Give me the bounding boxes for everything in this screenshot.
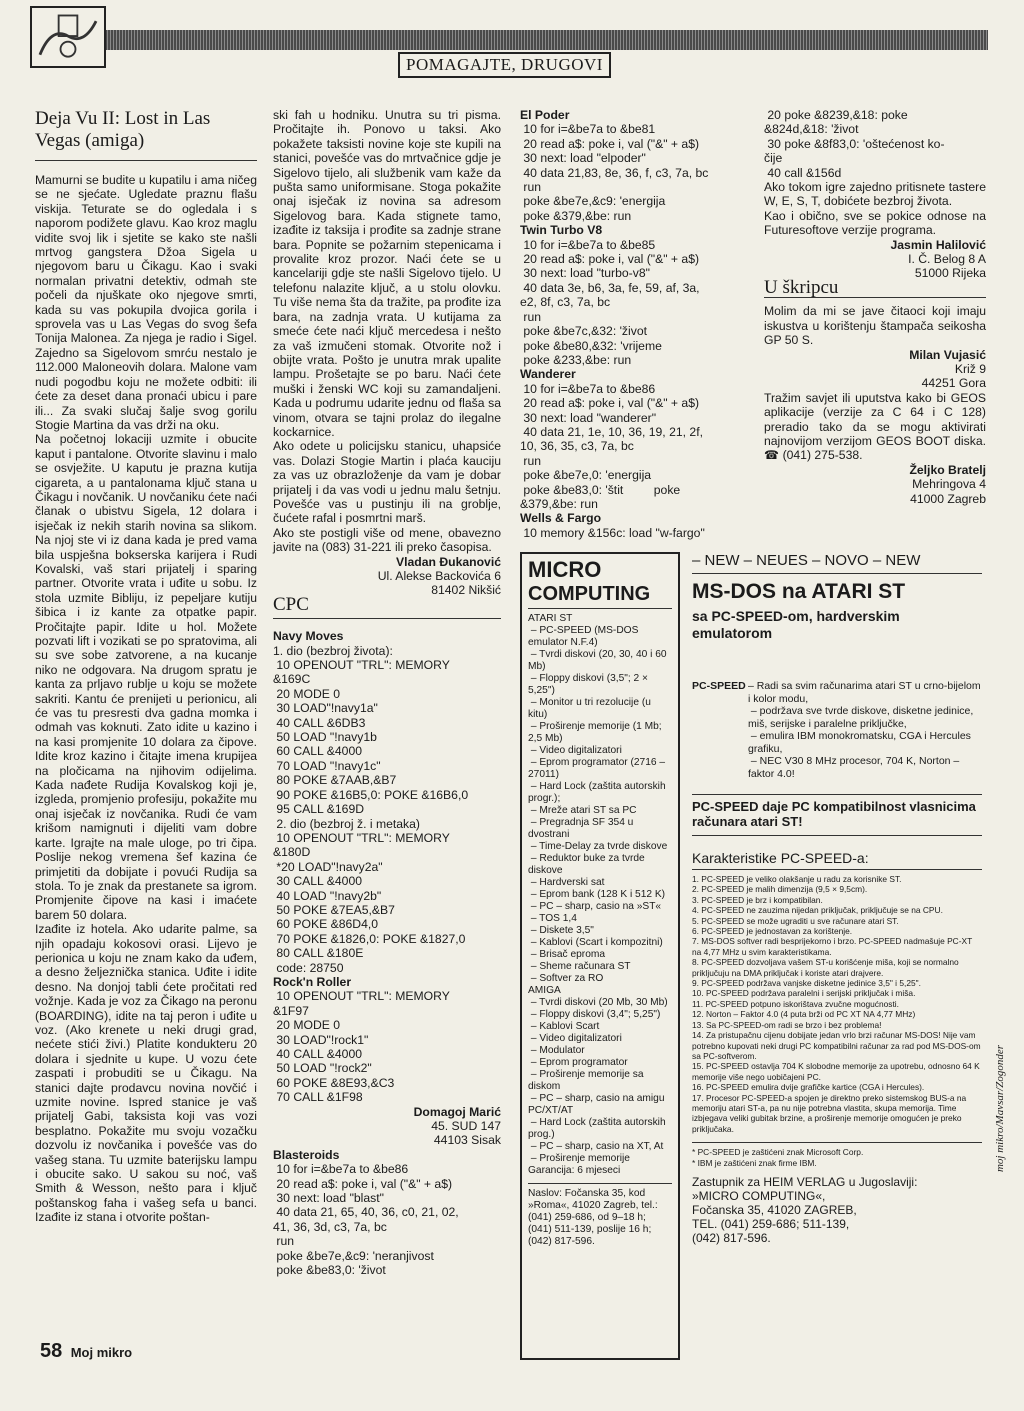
article-text: Mamurni se budite u kupatilu i ama ničeg se ne sjećate. Ugledate praznu flašu viskija. Teturate se do ogledala i s naporom podižete glavu. Kao kroz maglu vidite svoj lik i sjetite se kako ste našli mrtvog gangstera Džoa Sigela u njegovom baru u Čikagu. Kao i svaki normalan privatni detektiv, odmah ste počeli da njuškate oko njegove smrti, kada su vas pokupila dvojica gorila i sprovela vas u Las Vegas do svog šefa Tonija Malonea. Za njega je radio i Sigel. Zajedno sa Sigelovom smrću nestalo je 112.000 Maloneovih dolara. Malone vam nudi pogodbu koju ne možete odbiti: ili ćete za deset dana pronaći ubicu i pare ili... Za svaki slučaj šalje svog gorilu Stogie Martina da vas drži na oku. Na početnoj lokaciji uzmite i obucite kaput i pantalone. Otvorite slavinu i malo se osvježite. U kaputu je prazna kutija cigareta, a u pantalonama ključ stana u Čikagu i novčanik. U novčaniku ćete naći članak o ubistvu Sigela, 12 dolara i isječak iz nekih starih novina sa slikom. Na njoj ste vi iz dana kada je pred vama bila uspješna bokserska karijera i Rudi Kovalski, vaš stari prijatelj i sparing partner. Otvorite vrata i uđite u sobu. Iz stola uzmite Bibliju, iz pepeljare kutiju šibica i iz kante za otpatke papir. Pročitajte papir. Idite u hol. Možete pozvati lift i vozikati se po spratovima, ali su sve sobe zatvorene, a na kucanje niko ne odgovara. Na drugom spratu je kanta za prljavo rublje u koju se možete sakriti. Kantu će prenijeti u perionicu, ali će vas tu presresti dva gadna momka i odmah vas koknuti. Zato idite u kazino i na kasi promjenite 10 dolara za čipove. Idite kroz kazino i čitajte imena krupijea na pločicama na njihovim odijelima. Kada nađete Rudija Kovalskog koji je, izgleda, promjenio profesiju, pokažite mu onaj isječak iz novčanika. Rudi će vam krišom namignuti i dijeliti vam dobre karte. Igrajte na male uloge, po tri čipa. Poslije nekog vremena šef kazina će primjetiti da dobijate i povući Rudija sa stola. To je znak da prestanete sa igrom. Promjenite čipove na kasi i imaćete barem 50 dolara. Izađite iz hotela. Ako udarite palme, sa njih opadaju kokosovi orasi. Lijevo je perionica u koju ne znam kako da uđem, a desno željeznička stanica. Uđite i idite desno. Na donjoj tabli ćete pročitati red vožnje. Kada je voz za Čikago na peronu (BOARDING), idite na taj peron i uđite u voz. (Ako krenete u neki drugi grad, nećete stići živi.) Platite kondukteru 20 dolara i sjednite u kupe. U vozu ćete zaspati i probuditi se u Čikagu. Na stanici dajte prodavcu novina novčić i uzmite novine. Ispred stanice je vaš prijatelj Gabi, taksista koji vas vozi besplatno. Pokažite mu svoju vozačku dozvolu iz novčanika i povešće vas do vašeg stana. Tu uzmite baterijsku lampu i obucite sako. U sakou su noć, vaš Smith & Wesson, nešto para i ključ poštanskog faha i vašeg sefa u banci. Izađite iz stana i otvorite poštan-	[35, 173, 257, 1225]
article-title: Deja Vu II: Lost in Las Vegas (amiga)	[35, 108, 211, 151]
column-1	[35, 108, 257, 1225]
header-bar	[30, 30, 988, 50]
divider	[528, 1183, 672, 1184]
column-3	[520, 108, 752, 540]
request-text: Tražim savjet ili uputstva kako bi GEOS aplikacije (verzije za C 64 i C 128) preradio tako da se mogu aktivirati najnovijom verzijom GEOS BOOT diska. ☎ (041) 275-538.	[764, 390, 990, 463]
code-listing: 10 memory &156c: load "w-fargo"	[520, 525, 705, 540]
game-title: Twin Turbo V8	[520, 223, 603, 238]
magazine-name: Moj mikro	[70, 1345, 133, 1360]
divider	[692, 1142, 982, 1143]
request-text: Molim da mi se jave čitaoci koji imaju iskustva u korištenju štampača seikosha GP 50 S.	[764, 304, 990, 348]
ad-product-list: ATARI ST – PC-SPEED (MS-DOS emulator N.F.4) – Tvrdi diskovi (20, 30, 40 i 60 Mb) – Floppy diskovi (3,5"; 2 × 5,25") – Monitor u tri rezolucije (u kitu) – Proširenje memorije (1 Mb; 2,5 Mb) – Video digitalizatori – Eprom programator (2716 – 27011) – Hard Lock (zaštita autorskih progr.); – Mreže atari ST sa PC – Pregradnja SF 354 u dvostrani – Time-Delay za tvrde diskove – Reduktor buke za tvrde diskove – Hardverski sat – Eprom bank (128 K i 512 K) – PC – sharp, casio na »ST« – TOS 1,4 – Diskete 3,5" – Kablovi (Scart i kompozitni) – Brisač eproma – Sheme računara ST – Softver za RO AMIGA – Tvrdi diskovi (20 Mb, 30 Mb) – Floppy diskovi (3,4"; 5,25") – Kablovi Scart – Video digitalizatori – Modulator – Eprom programator – Proširenje memorije sa diskom – PC – sharp, casio na amigu PC/XT/AT – Hard Lock (zaštita autorskih prog.) – PC – sharp, casio na XT, At – Proširenje memorije Garancija: 6 mjeseci	[528, 613, 668, 1176]
divider	[692, 835, 982, 836]
author-address: Ul. Alekse Backovića 6	[377, 569, 501, 583]
section-label: POMAGAJTE, DRUGOVI	[398, 52, 611, 78]
game-title: Wells & Fargo	[520, 511, 602, 526]
code-listing: 10 for i=&be7a to &be81 20 read a$: poke i, val ("&" + a$) 30 next: load "elpoder" 40 data 21,83, 8e, 36, f, c3, 7a, bc run poke &be7e,&c9: 'energija poke &379,&be: run	[523, 122, 709, 223]
author-name: Željko Bratelj	[909, 462, 986, 477]
ad-address: Naslov: Fočanska 35, kod »Roma«, 41020 Zagreb, tel.: (041) 259-686, od 9–18 h; (041) 511-139, poslije 16 h; (042) 817-596.	[528, 1188, 658, 1247]
column-logo	[30, 6, 106, 68]
ad-news: – NEW – NEUES – NOVO – NEW	[692, 552, 921, 569]
ad-features-title: Karakteristike PC-SPEED-a:	[692, 850, 869, 866]
ad-right	[692, 552, 982, 1245]
game-title: Navy Moves	[273, 629, 344, 644]
page-number: 58	[40, 1340, 63, 1362]
ad-headline: MS-DOS na ATARI ST	[692, 580, 906, 603]
ad-pcspeed-label: PC-SPEED	[692, 680, 746, 692]
tip-text: Ako tokom igre zajedno pritisnete tastere W, E, S, T, dobićete bezbroj života. Kao i obično, sve se pokice odnose na Futuresoftove verzije programa.	[764, 180, 986, 238]
ad-brand: COMPUTING	[528, 583, 651, 605]
game-title: Rock'n Roller	[273, 974, 352, 989]
author-address: Križ 9	[954, 361, 986, 376]
skripcu-title: U škripcu	[764, 276, 839, 298]
column-4	[764, 108, 990, 506]
advertisement	[520, 552, 990, 1362]
game-title: Blasteroids	[273, 1147, 340, 1162]
code-listing: 10 OPENOUT "TRL": MEMORY &1F97 20 MODE 0 30 LOAD"!rock1" 40 CALL &4000 50 LOAD "!rock2" 60 POKE &8E93,&C3 70 CALL &1F98	[273, 989, 450, 1105]
article-text-cont: ski fah u hodniku. Unutra su tri pisma. Pročitajte ih. Ponovo u taksi. Ako pokažete taksisti novine koje ste kupili na stanici, povešće vas do mrtvačnice gdje je Sigelovo tijelo, ali službenik vam kaže da pušta samo uniformisane. Stoga pokažite onaj isječak iz novina sa adresom Sigelovog bara. Kada stignete tamo, izađite iz taksija i prođite sa zadnje strane bara. Popnite se požarnim stepenicama i provalite kroz prozor. Naći ćete se u kancelariji gdje ste našli Sigelovo tijelo. U telefonu nalazite ključ, a u stolu olovku. Tu više nema šta da tražite, pa prođite iza bara, na zadnja vrata. U kutijama za smeće ćete naći ključ mercedesa i nešto za vaš izmučeni stomak. Otvorite nož i obijte vrata. Pošto je unutra mrak upalite lampu. Prošetajte se po baru. Naći ćete muški i ženski WC koji su zamandaljeni. Kada u podrumu udarite jednu od flaša sa vinom, otvara se tajni prolaz do ilegalne kockarnice. Ako odete u policijsku stanicu, uhapsiće vas. Dolazi Stogie Martin i plaća kauciju za vas uz obrazloženje da vam je dobar prijatelj i da vas vodi u jednu malu šetnju. Povešće vas u pustinju ili na groblje, čućete rafal i posmrtni marš. Ako ste postigli više od mene, obavezno javite na (083) 31-221 ili preko časopisa.	[273, 108, 501, 555]
divider	[692, 869, 982, 870]
author-address: I. Č. Belog 8 A	[908, 252, 986, 267]
author-name: Vladan Đukanović	[396, 554, 501, 569]
author-name: Milan Vujasić	[909, 347, 986, 362]
author-name: Jasmin Halilović	[890, 237, 986, 252]
ad-features-list: 1. PC-SPEED je veliko olakšanje u radu za korisnike ST. 2. PC-SPEED je malih dimenzija (9,5 × 9,5cm). 3. PC-SPEED je brz i kompatibilan. 4. PC-SPEED ne zauzima nijedan priključak, priključuje se na CPU. 5. PC-SPEED se može ugraditi u sve računare atari ST. 6. PC-SPEED je jednostavan za korištenje. 7. MS-DOS softver radi besprijekorno i brzo. PC-SPEED nadmašuje PC-XT na 4,77 MHz u svim karakteristikama. 8. PC-SPEED dozvoljava vašem ST-u korišćenje miša, koji se normalno priključuju na DMA priključak i koriste atari drajvere. 9. PC-SPEED podržava vanjske disketne jedinice 3,5" i 5,25". 10. PC-SPEED podržava paralelni i serijski priključak i miša. 11. PC-SPEED potpuno iskorištava zvučne mogućnosti. 12. Norton – Faktor 4.0 (4 puta brži od PC XT NA 4,77 MHz) 13. Sa PC-SPEED-om radi se brzo i bez problema! 14. Za pristupačnu cijenu dobijate jedan vrlo brzi računar MS-DOS! Nije vam potrebno kupovati neki drugi PC kompatibilni računar za rad pod MS-DOS-om sa PC-softverom. 15. PC-SPEED ostavlja 704 K slobodne memorije za upotrebu, odnosno 64 K memorije više nego uobičajeni PC. 16. PC-SPEED emulira dvije grafičke kartice (CGA i Hercules). 17. Procesor PC-SPEED-a spojen je direktno preko sistemskog BUS-a na memoriju atari ST-a, pa nu nije potrebna vlastita, skupa memorija. Time izbjegava veliki gubitak brzine, a proširenje memorije omogućen je preko priključaka.	[692, 874, 981, 1134]
code-listing: 10 for i=&be7a to &be86 20 read a$: poke i, val ("&" + a$) 30 next: load "blast" 40 data 21, 65, 40, 36, c0, 21, 02, 41, 36, 3d, c3, 7a, bc run poke &be7e,&c9: 'neranjivost poke &be83,0: 'život	[273, 1162, 459, 1278]
author-city: 51000 Rijeka	[914, 266, 986, 281]
author-address: Mehringova 4	[912, 477, 986, 492]
author-city: 41000 Zagreb	[910, 491, 986, 506]
column-2	[273, 108, 501, 1278]
author-city: 81402 Nikšić	[431, 583, 501, 598]
code-listing: 1. dio (bezbroj života): 10 OPENOUT "TRL": MEMORY &169C 20 MODE 0 30 LOAD"!navy1a" 40 CALL &6DB3 50 LOAD "!navy1b 60 CALL &4000 70 LOAD "!navy1c" 80 POKE &7AAB,&B7 90 POKE &16B5,0: POKE &16B6,0 95 CALL &169D 2. dio (bezbroj ž. i metaka) 10 OPENOUT "TRL": MEMORY &180D *20 LOAD"!navy2a" 30 CALL &4000 40 LOAD "!navy2b" 50 POKE &7EA5,&B7 60 POKE &86D4,0 70 POKE &1826,0: POKE &1827,0 80 CALL &180E code: 28750	[273, 643, 469, 975]
divider	[528, 608, 672, 609]
author-city: 44251 Gora	[921, 376, 986, 391]
ad-pcspeed-features: – Radi sa svim računarima atari ST u crno-bijelom i kolor modu, – podržava sve tvrde diskove, disketne jedinice, miš, serijske i paralelne priključke, – emulira IBM monokromatsku, CGA i Hercules grafiku, – NEC V30 8 MHz procesor, 704 K, Norton – faktor 4.0!	[748, 680, 981, 780]
divider	[35, 160, 257, 161]
divider	[692, 573, 982, 574]
ad-left-box	[520, 552, 680, 1360]
code-listing: 10 for i=&be7a to &be85 20 read a$: poke i, val ("&" + a$) 30 next: load "turbo-v8" 40 data 3e, b6, 3a, fe, 59, af, 3a, e2, 8f, c3, 7a, bc run poke &be7c,&32: 'život poke &be80,&32: 'vrijeme poke &233,&be: run	[520, 237, 700, 367]
ad-banner: PC-SPEED daje PC kompatibilnost vlasnicima računara atari ST!	[692, 799, 976, 829]
author-name: Domagoj Marić	[413, 1104, 501, 1119]
ad-representative: Zastupnik za HEIM VERLAG u Jugoslaviji: »MICRO COMPUTING«, Fočanska 35, 41020 ZAGREB, TEL. (041) 259-686; 511-139, (042) 817-596.	[692, 1175, 918, 1246]
code-listing: 20 poke &8239,&18: poke &824d,&18: 'život 30 poke &8f83,0: 'oštećenost ko- čije 40 call &156d	[764, 108, 945, 180]
code-listing: 10 for i=&be7a to &be86 20 read a$: poke i, val ("&" + a$) 30 next: load "wanderer" 40 data 21, 1e, 10, 36, 19, 21, 2f, 10, 36, 35, c3, 7a, bc run poke &be7e,0: 'energija poke &be83,0: 'štit poke &379,&be: run	[520, 381, 703, 511]
ad-pcspeed-block	[692, 680, 982, 780]
page-footer	[40, 1340, 132, 1363]
divider	[273, 618, 501, 619]
ad-brand: MICRO	[528, 557, 602, 582]
author-address: 45. SUD 147	[431, 1119, 501, 1134]
divider	[692, 794, 982, 795]
game-title: El Poder	[520, 108, 570, 122]
ad-trademarks: * PC-SPEED je zaštićeni znak Microsoft Corp. * IBM je zaštićeni znak firme IBM.	[692, 1147, 864, 1169]
ad-subheadline: sa PC-SPEED-om, hardverskim emulatorom	[692, 608, 900, 641]
cpc-title: CPC	[273, 593, 309, 615]
author-city: 44103 Sisak	[433, 1133, 501, 1148]
vertical-credit: moj mikro/Mavsar/Zogonder	[994, 1045, 1006, 1173]
game-title: Wanderer	[520, 367, 576, 382]
